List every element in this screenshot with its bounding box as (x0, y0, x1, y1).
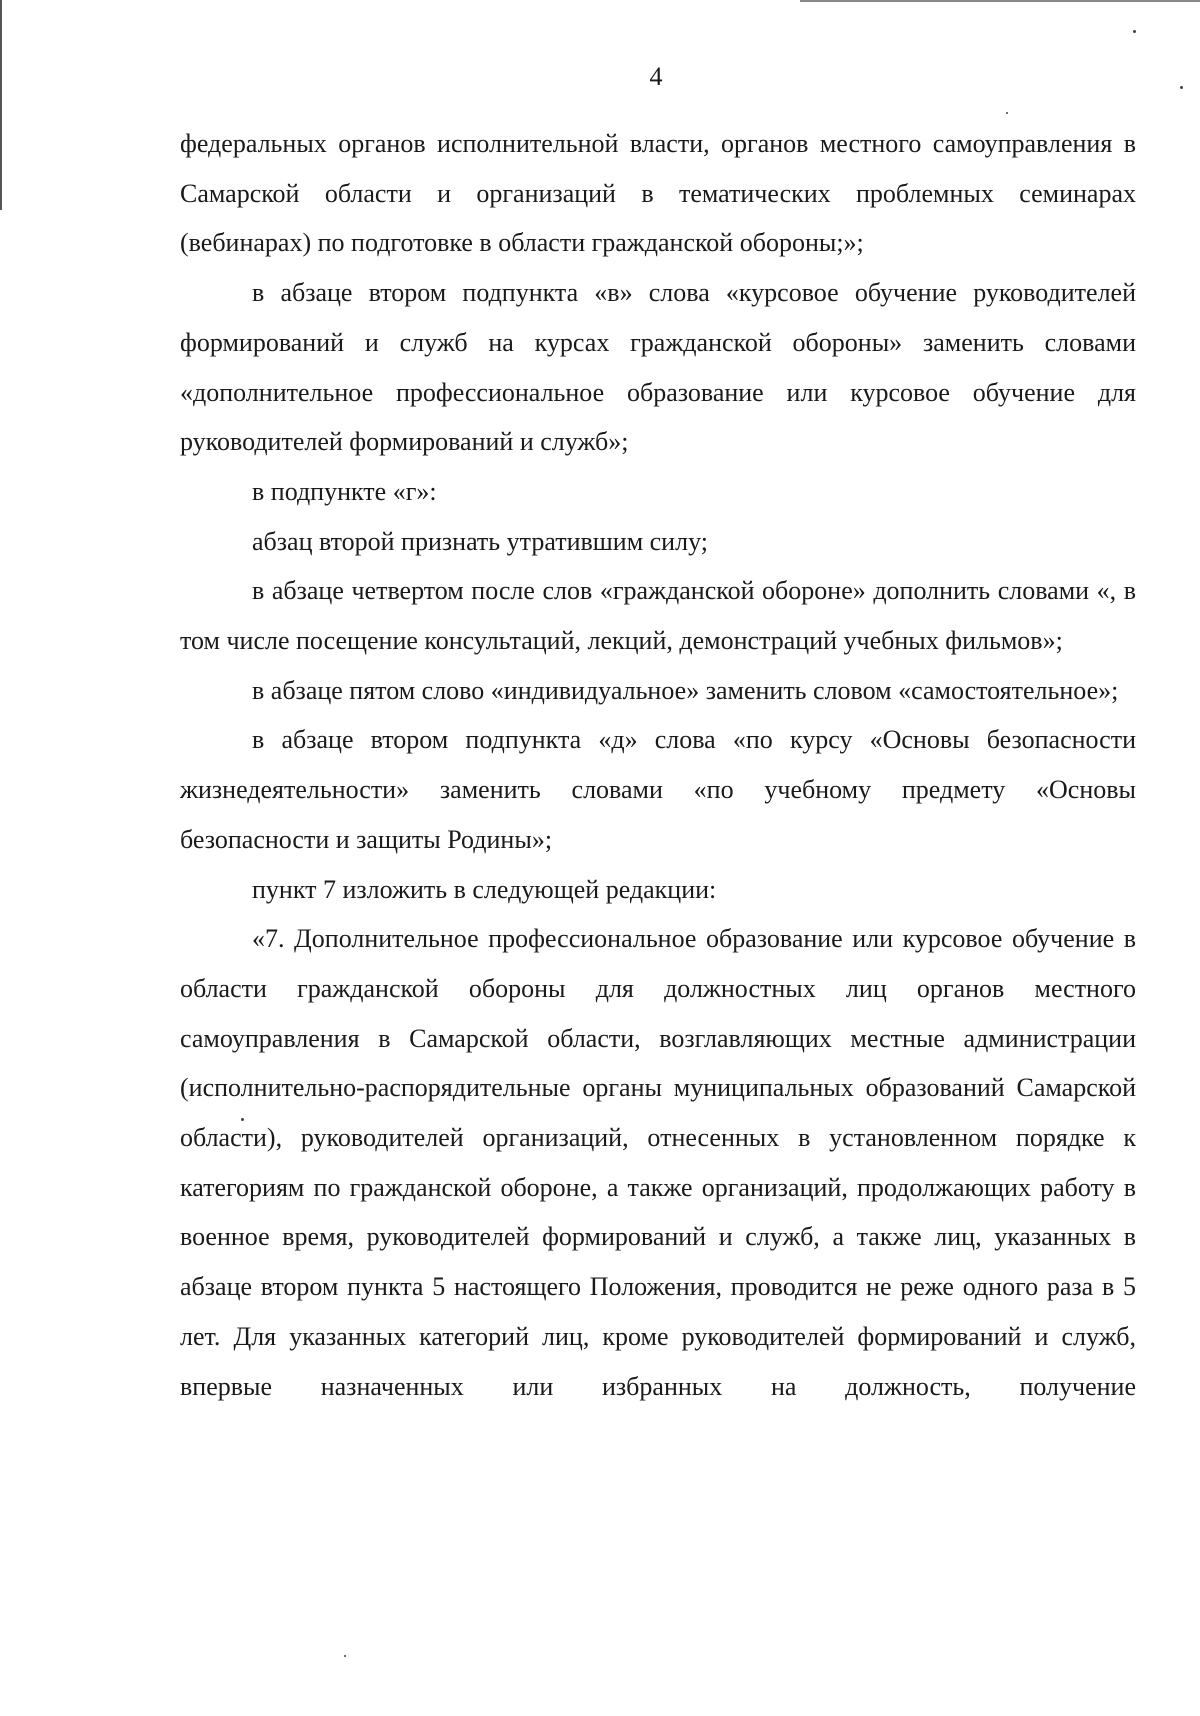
scan-speck (241, 1118, 244, 1121)
paragraph-6: в абзаце пятом слово «индивидуальное» заменить словом «самостоятельное»; (252, 675, 1119, 705)
document-body (180, 119, 1136, 1411)
paragraph-7: в абзаце втором подпункта «д» слова «по курсу «Основы безопасности жизнедеятельности» заменить словами «по учебному предмету «Основы безопасности и защиты Родины»; (180, 725, 1136, 854)
paragraph-3: в подпункте «г»: (252, 476, 437, 506)
page-number: 4 (649, 62, 663, 91)
paragraph-5: в абзаце четвертом после слов «гражданской обороне» дополнить словами «, в том числе посещение консультаций, лекций, демонстраций учебных фильмов»; (180, 576, 1136, 656)
paragraph-9: «7. Дополнительное профессиональное образование или курсовое обучение в области гражданской обороны для должностных лиц органов местного самоуправления в Самарской области, возглавляющих местные администрации (исполнительно-распорядительные органы муниципальных образований Самарской области), руководителей организаций, отнесенных в установленном порядке к категориям по гражданской обороне, а также организаций, продолжающих работу в военное время, руководителей формирований и служб, а также лиц, указанных в абзаце втором пункта 5 настоящего Положения, проводится не реже одного раза в 5 лет. Для указанных категорий лиц, кроме руководителей формирований и служб, впервые назначенных или избранных на должность, получение (180, 924, 1136, 1401)
scan-speck (1180, 86, 1183, 89)
scan-edge-left (0, 0, 2, 210)
scan-edge-top (800, 0, 1200, 2)
paragraph-8: пункт 7 изложить в следующей редакции: (252, 874, 717, 904)
scan-speck (1133, 30, 1136, 33)
scan-speck (1006, 112, 1008, 114)
paragraph-1: федеральных органов исполнительной власти, органов местного самоуправления в Самарской области и организаций в тематических проблемных семинарах (вебинарах) по подготовке в области гражданской обороны;»; (180, 129, 1136, 258)
paragraph-4: абзац второй признать утратившим силу; (252, 526, 708, 556)
paragraph-2: в абзаце втором подпункта «в» слова «курсовое обучение руководителей формирований и служб на курсах гражданской обороны» заменить словами «дополнительное профессиональное образование или курсовое обучение для руководителей формирований и служб»; (180, 278, 1136, 457)
scan-speck (344, 1655, 346, 1657)
